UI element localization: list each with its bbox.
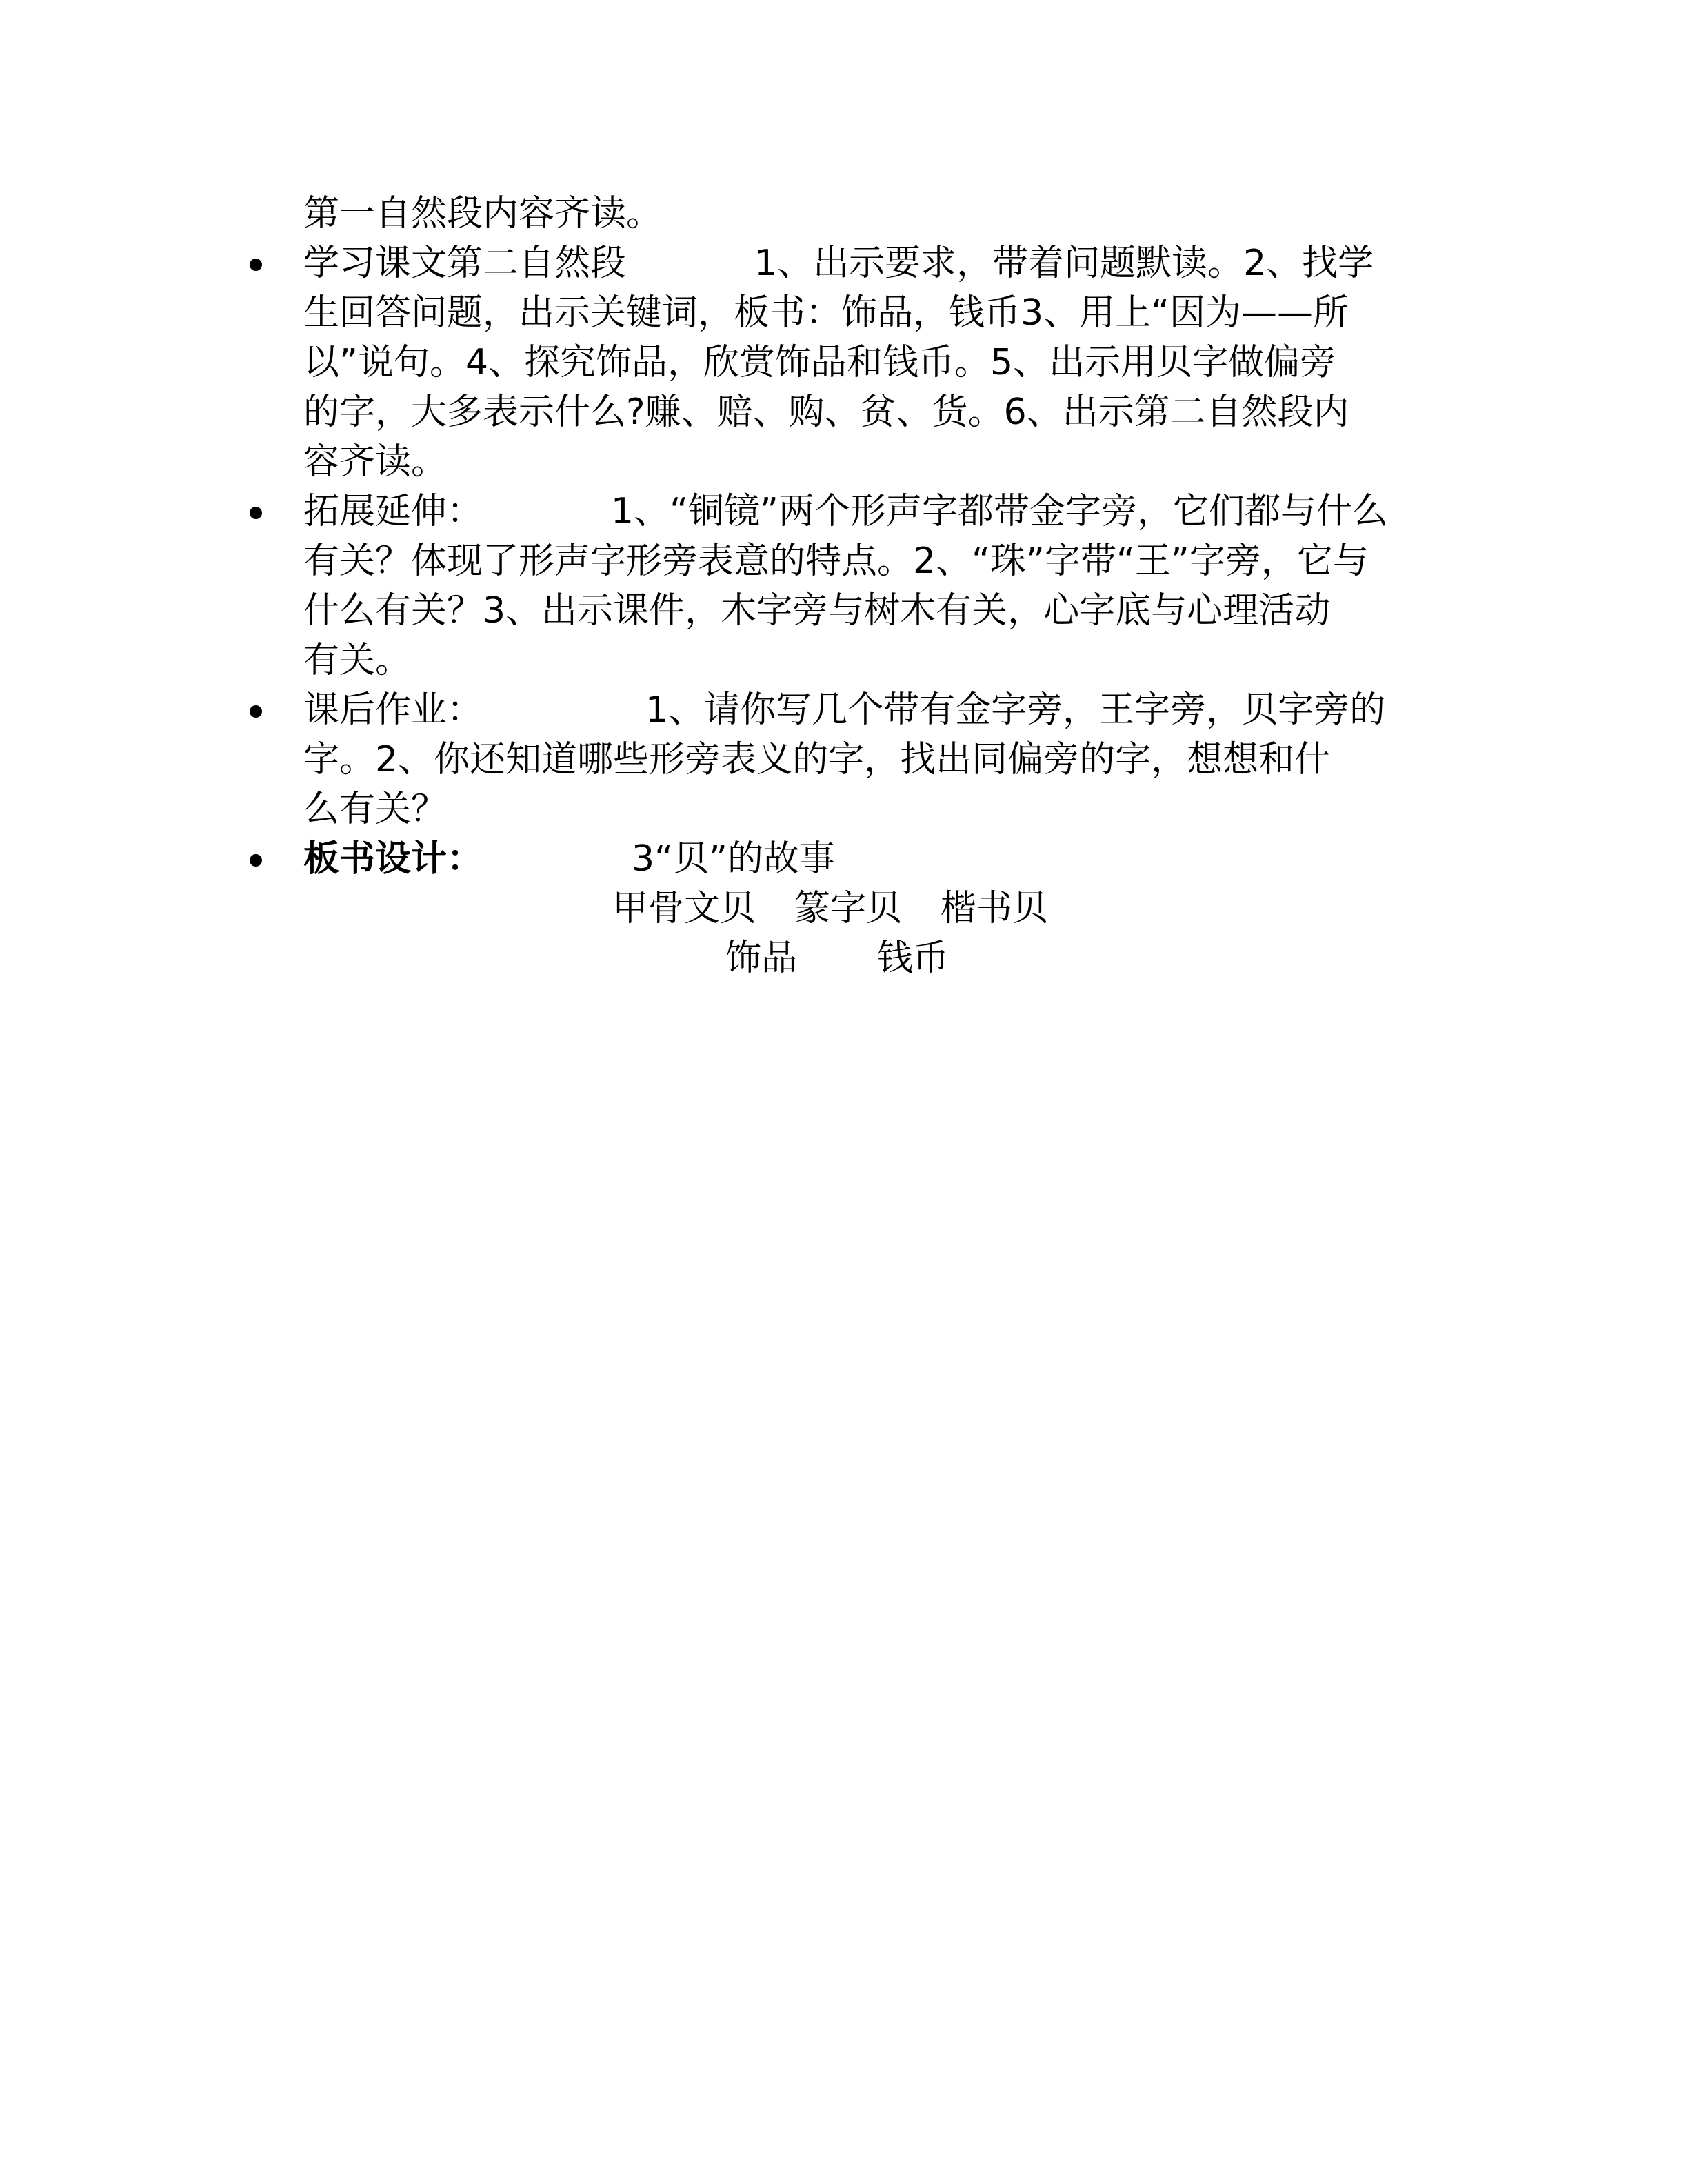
board-cell: 篆字贝 — [794, 888, 903, 929]
list-item-study-paragraph-two — [234, 239, 1448, 487]
board-first-line — [303, 834, 1448, 884]
item-first-line — [303, 685, 1448, 735]
item-text-line: 1、“铜镜”两个形声字都带金字旁，它们都与什么 — [611, 491, 1388, 532]
board-design-label: 板书设计： — [303, 838, 483, 880]
item-text-line: 字。2、你还知道哪些形旁表义的字，找出同偏旁的字，想想和什 — [303, 739, 1331, 780]
item-text-line: 1、出示要求，带着问题默读。2、找学 — [754, 243, 1374, 284]
item-first-line — [303, 239, 1448, 288]
board-cell: 钱币 — [877, 938, 950, 979]
item-text-line: 生回答问题，出示关键词，板书：饰品，钱币3、用上“因为——所 — [303, 292, 1349, 334]
list-item-extension — [234, 487, 1448, 685]
board-row-uses — [725, 933, 1448, 983]
item-text-line: 么有关？ — [303, 789, 448, 830]
item-text-line: 的字，大多表示什么?赚、赔、购、贫、货。6、出示第二自然段内 — [303, 392, 1349, 433]
item-label: 课后作业： — [303, 689, 483, 731]
list-item-board-design — [234, 834, 1448, 884]
board-row-scripts — [612, 884, 1448, 933]
item-text-line: 容齐读。 — [303, 441, 448, 483]
list-item-homework — [234, 685, 1448, 834]
item-label: 拓展延伸： — [303, 491, 483, 532]
bullet-icon — [250, 259, 262, 271]
item-text-line: 有关。 — [303, 640, 412, 681]
item-text-line: 1、请你写几个带有金字旁，王字旁，贝字旁的 — [645, 689, 1386, 731]
item-first-line — [303, 487, 1448, 536]
continuation-line: 第一自然段内容齐读。 — [303, 193, 663, 234]
board-cell: 饰品 — [725, 938, 798, 979]
board-cell: 楷书贝 — [941, 888, 1049, 929]
bullet-icon — [250, 507, 262, 519]
item-text-line: 什么有关？3、出示课件，木字旁与树木有关，心字底与心理活动 — [303, 590, 1331, 631]
bullet-icon — [250, 854, 262, 867]
board-title: 3“贝”的故事 — [632, 838, 835, 880]
board-cell: 甲骨文贝 — [612, 888, 756, 929]
lesson-plan-body — [234, 189, 1448, 983]
item-text-line: 有关？体现了形声字形旁表意的特点。2、“珠”字带“王”字旁，它与 — [303, 540, 1369, 582]
item-text-line: 以”说句。4、探究饰品，欣赏饰品和钱币。5、出示用贝字做偏旁 — [303, 342, 1336, 383]
item-label: 学习课文第二自然段 — [303, 243, 627, 284]
bullet-icon — [250, 705, 262, 718]
